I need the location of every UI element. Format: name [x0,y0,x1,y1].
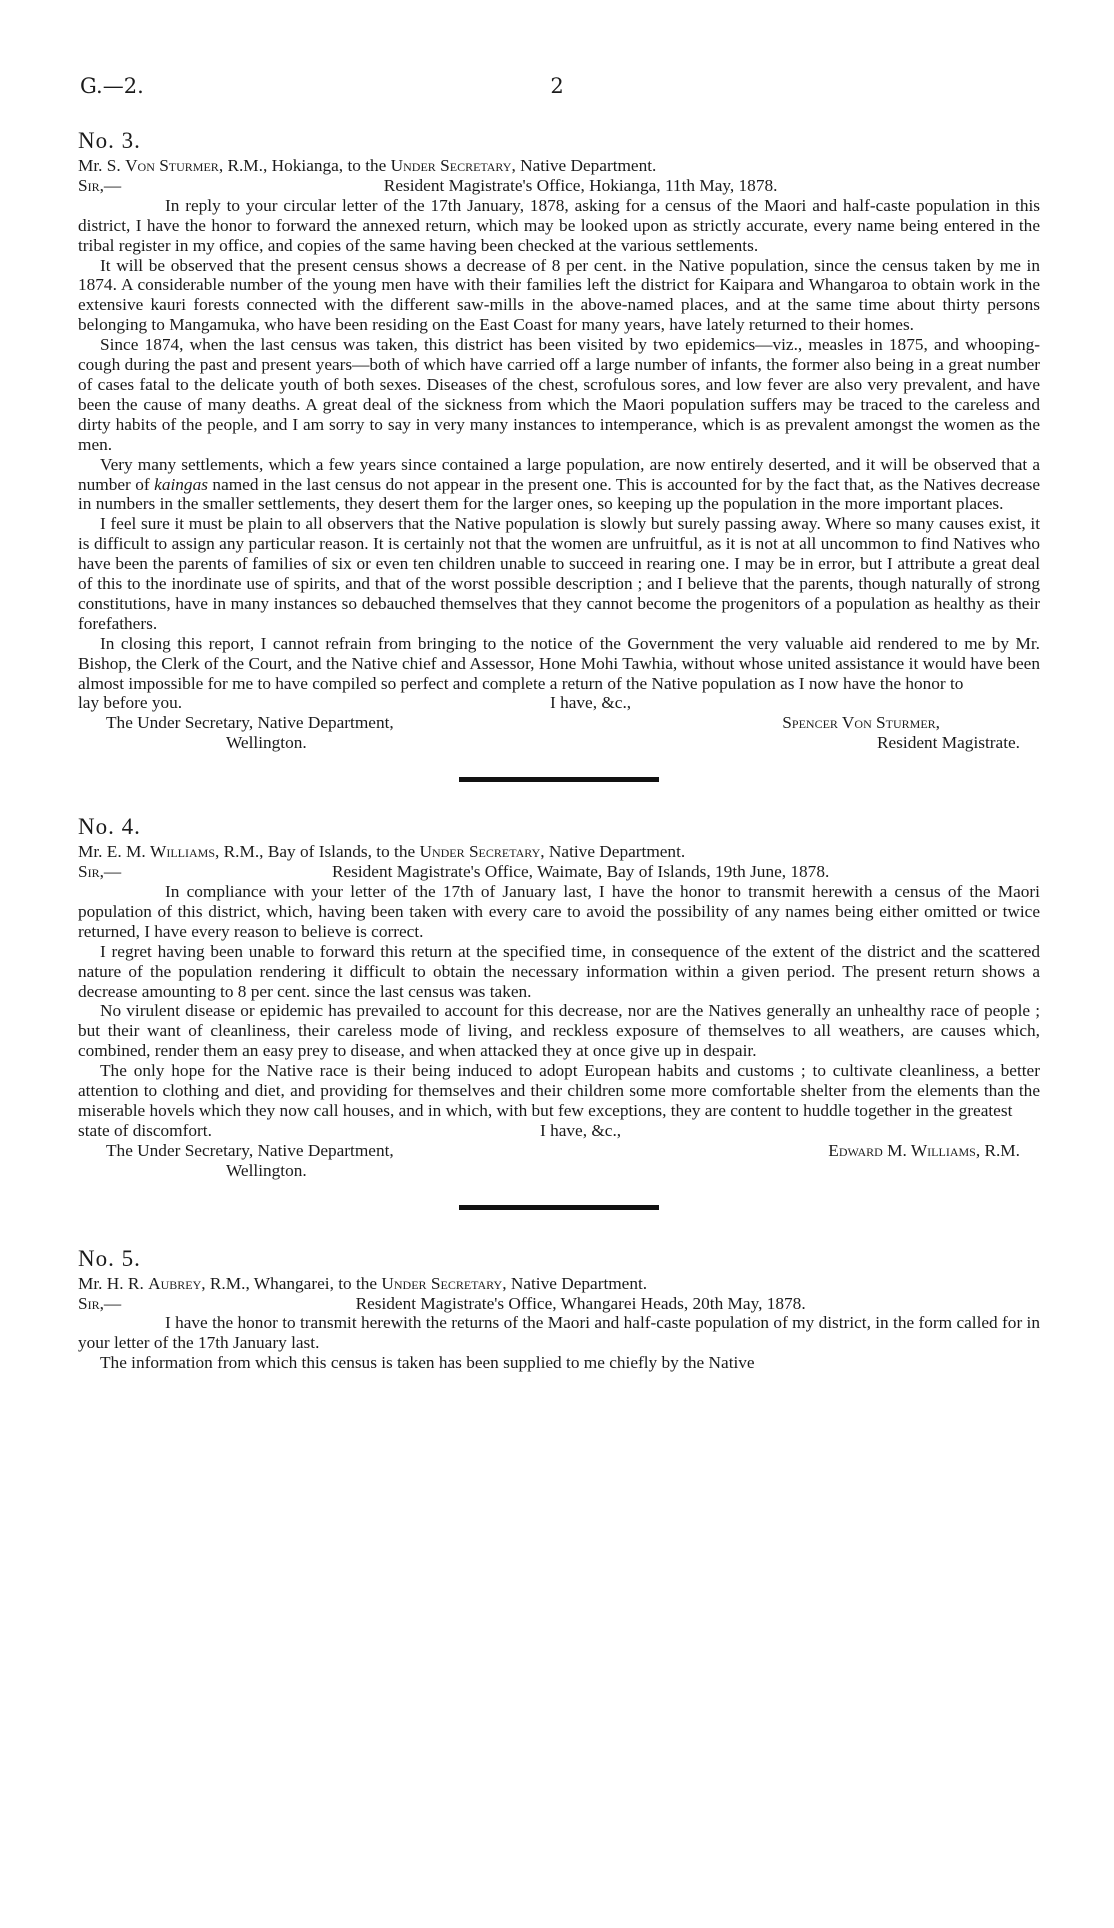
signature: Spencer Von Sturmer, [782,713,940,733]
addressee-city: Wellington. [226,733,307,753]
salutation-row [78,1294,1040,1314]
signature-title: Resident Magistrate. [876,733,1020,753]
section-title: No. 5. [78,1245,141,1271]
paragraph: In reply to your circular letter of the 17th January, 1878, asking for a census of the Maori and half-caste population in this district, I have the honor to forward the annexed return, which may be looked upon as strictly accurate, every name being entered in the tribal register in my office, and copies of the same having been checked at the various settlements. [78,195,1040,255]
section-title: No. 3. [78,128,141,153]
paragraph: Very many settlements, which a few years since contained a large population, are now entirely deserted, and it will be observed that a number of kaingas named in the last census do not appear in the present one. This is accounted for by the fact that, as the Natives decrease in numbers in the smaller settlements, they desert them for the larger ones, so keeping up the population in the more important places. [78,454,1040,514]
letter-route: Mr. H. R. Aubrey, R.M., Whangarei, to the Under Secretary, Native Department. [78,1273,648,1293]
paragraph: In closing this report, I cannot refrain from bringing to the notice of the Government the very valuable aid rendered to me by Mr. Bishop, the Clerk of the Court, and the Native chief and Assessor, Hone Mohi Tawhia, without whose united assistance it would have been almost impossible for me to have compiled so perfect and complete a return of the Native population as I now have the honor to [78,633,1040,693]
salutation: Sir,— [78,1293,122,1313]
section-divider [459,777,659,782]
dateline: Resident Magistrate's Office, Whangarei Heads, 20th May, 1878. [355,1293,806,1313]
section-title: No. 4. [78,814,141,840]
paragraph: It will be observed that the present census shows a decrease of 8 per cent. in the Native population, since the census taken by me in 1874. A considerable number of the young men have with their families left the district for Kaipara and Whangaroa to obtain work in the extensive kauri forests connected with the different saw-mills in the above-named places, and at the same time about thirty persons belonging to Mangamuka, who have been residing on the East Coast for many years, have lately returned to their homes. [78,255,1040,335]
page-number: 2 [550,74,564,98]
dateline: Resident Magistrate's Office, Hokianga, 11th May, 1878. [383,175,778,195]
letter-no-3 [78,126,1040,753]
letter-route: Mr. E. M. Williams, R.M., Bay of Islands, to the Under Secretary, Native Department. [78,842,686,862]
paragraph: I regret having been unable to forward this return at the specified time, in consequence of the extent of the district and the scattered nature of the population rendering it difficult to obtain the necessary information within a given period. The present return shows a decrease amounting to 8 per cent. since the last census was taken. [78,941,1040,1001]
paragraph: The information from which this census is taken has been supplied to me chiefly by the Native [100,1353,755,1373]
signature-row [78,713,1040,733]
signature-row [78,1141,1040,1161]
salutation: Sir,— [78,862,122,882]
signature-row [78,733,1040,753]
letter-route: Mr. S. Von Sturmer, R.M., Hokianga, to the Under Secretary, Native Department. [78,156,657,175]
addressee-city: Wellington. [226,1160,307,1180]
dateline: Resident Magistrate's Office, Waimate, Bay of Islands, 19th June, 1878. [331,862,830,882]
paragraph: Since 1874, when the last census was taken, this district has been visited by two epidemics—viz., measles in 1875, and whooping-cough during the past and present years—both of which have carried off a large number of infants, the former also being in a great number of cases fatal to the delicate youth of both sexes. Diseases of the chest, scrofulous sores, and low fever are also very prevalent, and have been the cause of many deaths. A great deal of the sickness from which the Maori population suffers may be traced to the careless and dirty habits of the people, and I am sorry to say in very many instances to intemperance, which is as prevalent amongst the women as the men. [78,335,1040,454]
addressee: The Under Secretary, Native Department, [106,1140,394,1160]
letter-no-4 [78,812,1040,1180]
letter-no-5 [78,1244,1040,1374]
section-divider [459,1205,659,1210]
paragraph: I feel sure it must be plain to all observers that the Native population is slowly but surely passing away. Where so many causes exist, it is difficult to assign any particular reason. It is certainly not that the women are unfruitful, as it is not at all uncommon to find Natives who have been the parents of families of six or even ten children unable to succeed in rearing one. I may be in error, but I attribute a great deal of this to the inordinate use of spirits, and that of the worst possible description ; and I believe that the parents, though naturally of strong constitutions, have in many instances so debauched themselves that they cannot become the progenitors of a population as healthy as their forefathers. [78,514,1040,633]
closing-text: state of discomfort. [78,1120,212,1140]
paragraph: The only hope for the Native race is their being induced to adopt European habits and customs ; to cultivate cleanliness, a better attention to clothing and diet, and providing for themselves and their children some more comfortable shelter from the elements than the miserable hovels which they now call houses, and in which, with but few exceptions, they are content to huddle together in the greatest [78,1061,1040,1120]
signature: Edward M. Williams, R.M. [828,1140,1020,1160]
complimentary-close: I have, &c., [550,693,632,713]
closing-row [78,1121,1040,1141]
signature-row [78,1161,1040,1181]
salutation-row [78,176,1040,196]
paragraph: I have the honor to transmit herewith the returns of the Maori and half-caste population of my district, in the form called for in your letter of the 17th January last. [78,1313,1040,1353]
paragraph: In compliance with your letter of the 17th of January last, I have the honor to transmit herewith a census of the Maori population of this district, which, having been taken with every care to avoid the possibility of any names being either omitted or twice returned, I have every reason to believe is correct. [78,882,1040,941]
addressee: The Under Secretary, Native Department, [106,713,394,733]
salutation: Sir,— [78,175,122,195]
salutation-row [78,862,1040,882]
closing-row [78,693,1040,713]
closing-text: lay before you. [78,693,183,713]
document-body [78,126,1040,1373]
paragraph: No virulent disease or epidemic has prevailed to account for this decrease, nor are the Natives generally an unhealthy race of people ; but their want of cleanliness, their careless mode of living, and reckless exposure of themselves to all weathers, are causes which, combined, render them an easy prey to disease, and when attacked they at once give up in despair. [78,1001,1040,1061]
paper-reference: G.—2. [80,74,144,98]
complimentary-close: I have, &c., [540,1120,622,1140]
